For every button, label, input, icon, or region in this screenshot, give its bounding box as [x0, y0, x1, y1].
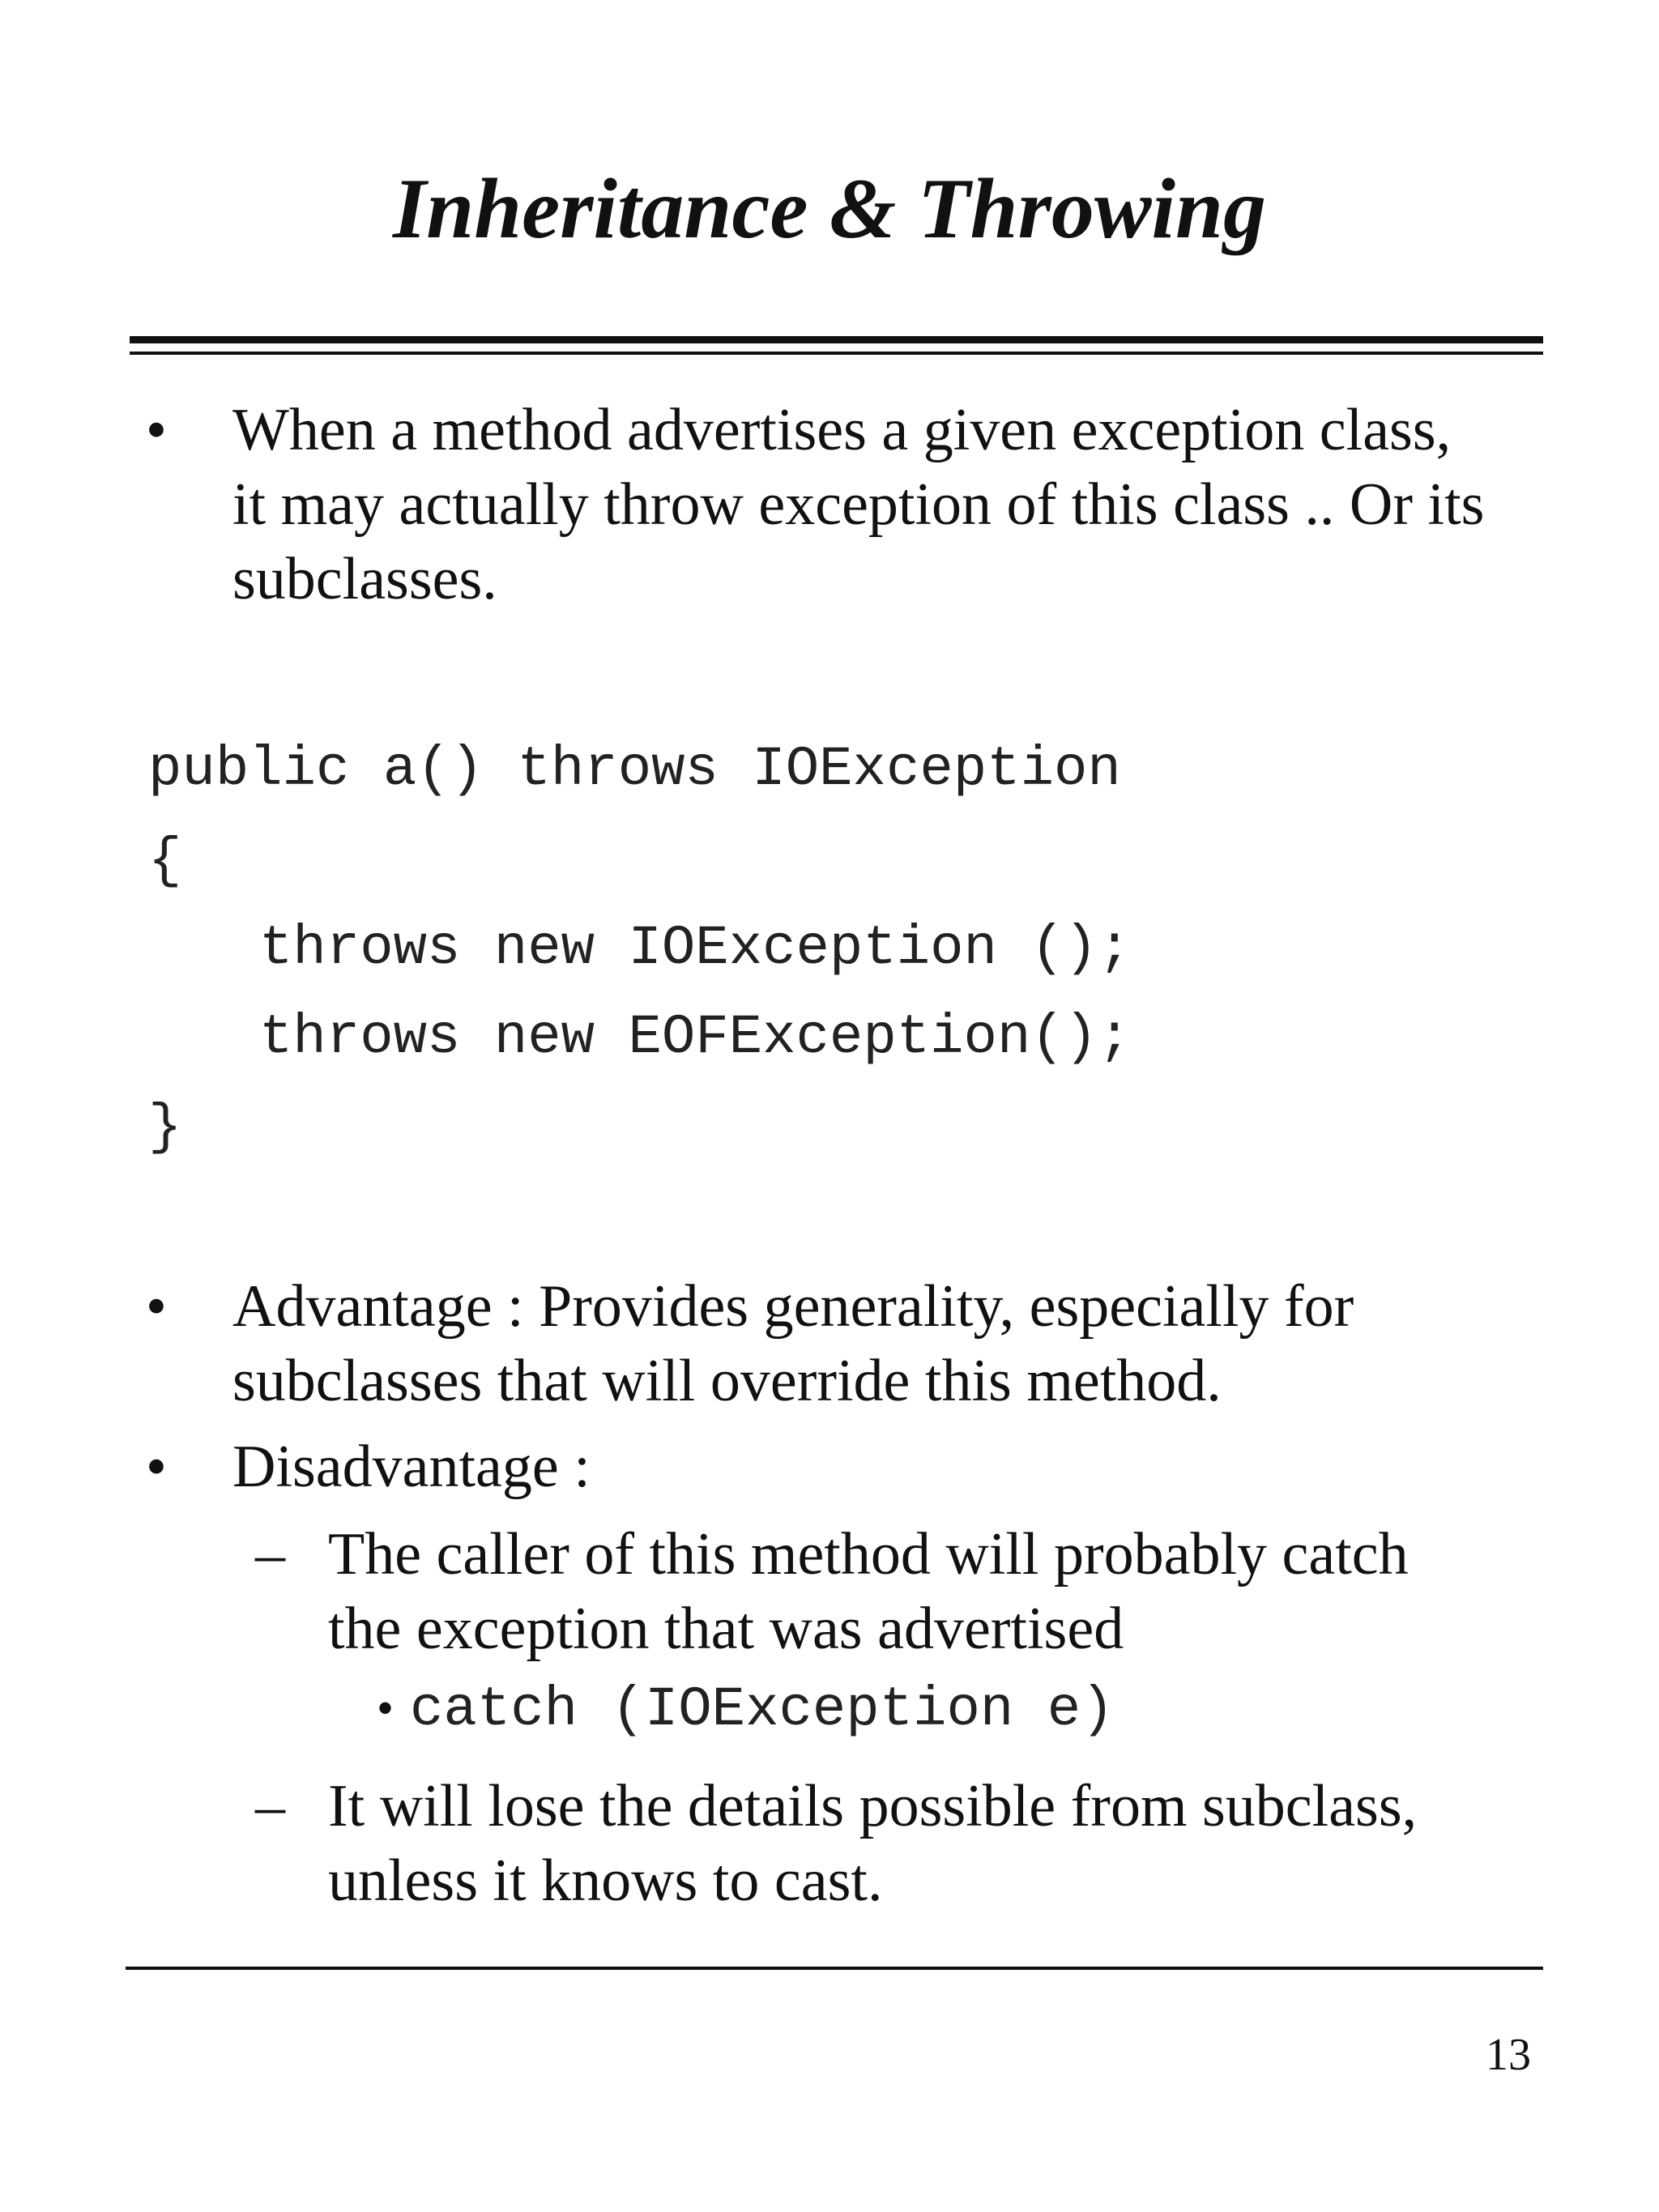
page-number: 13 [1486, 2030, 1531, 2080]
bullet-text [232, 1269, 1626, 1418]
bullet-line: Disadvantage : [232, 1434, 591, 1500]
slide-title: Inheritance & Throwing [393, 161, 1266, 256]
bullet-line: subclasses. [232, 546, 497, 612]
code-line-throw-ioexception: throws new IOException (); [259, 917, 1132, 980]
dash-text [328, 1769, 1543, 1918]
dash-text [328, 1517, 1543, 1666]
bullet-advantage [146, 1269, 1626, 1418]
dash-line: It will lose the details possible from subclass, [328, 1773, 1418, 1839]
bullet-line: subclasses that will override this method. [232, 1348, 1222, 1414]
dash-point-lose-details [255, 1769, 1543, 1918]
bullet-marker: • [146, 1273, 167, 1340]
footer-rule [126, 1967, 1543, 1970]
bullet-line: it may actually throw exception of this class .. Or its [232, 471, 1485, 538]
sub-bullet-catch-example [377, 1673, 1115, 1742]
bullet-line: Advantage : Provides generality, especially for [232, 1273, 1354, 1340]
title-rule-thick [130, 336, 1543, 343]
sub-bullet-code: catch (IOException e) [410, 1678, 1115, 1741]
bullet-disadvantage [146, 1430, 1626, 1504]
dash-marker: – [255, 1773, 285, 1839]
dash-line: unless it knows to cast. [328, 1848, 883, 1914]
code-line-throw-eofexception: throws new EOFException(); [259, 1006, 1132, 1069]
dash-line: The caller of this method will probably catch [328, 1521, 1409, 1588]
code-line-signature: public a() throws IOException [148, 738, 1121, 801]
bullet-marker: • [146, 1434, 167, 1500]
code-line-open-brace: { [148, 829, 182, 893]
bullet-text [232, 1430, 1626, 1504]
title-rule-thin [130, 352, 1543, 355]
bullet-text [232, 393, 1626, 616]
bullet-exception-advertising [146, 393, 1626, 616]
bullet-marker: • [146, 397, 167, 463]
dash-point-caller-catch [255, 1517, 1543, 1666]
dash-line: the exception that was advertised [328, 1596, 1124, 1662]
sub-bullet-marker: • [377, 1681, 394, 1735]
bullet-line: When a method advertises a given exception class, [232, 397, 1452, 463]
dash-marker: – [255, 1521, 285, 1588]
code-line-close-brace: } [148, 1096, 182, 1159]
